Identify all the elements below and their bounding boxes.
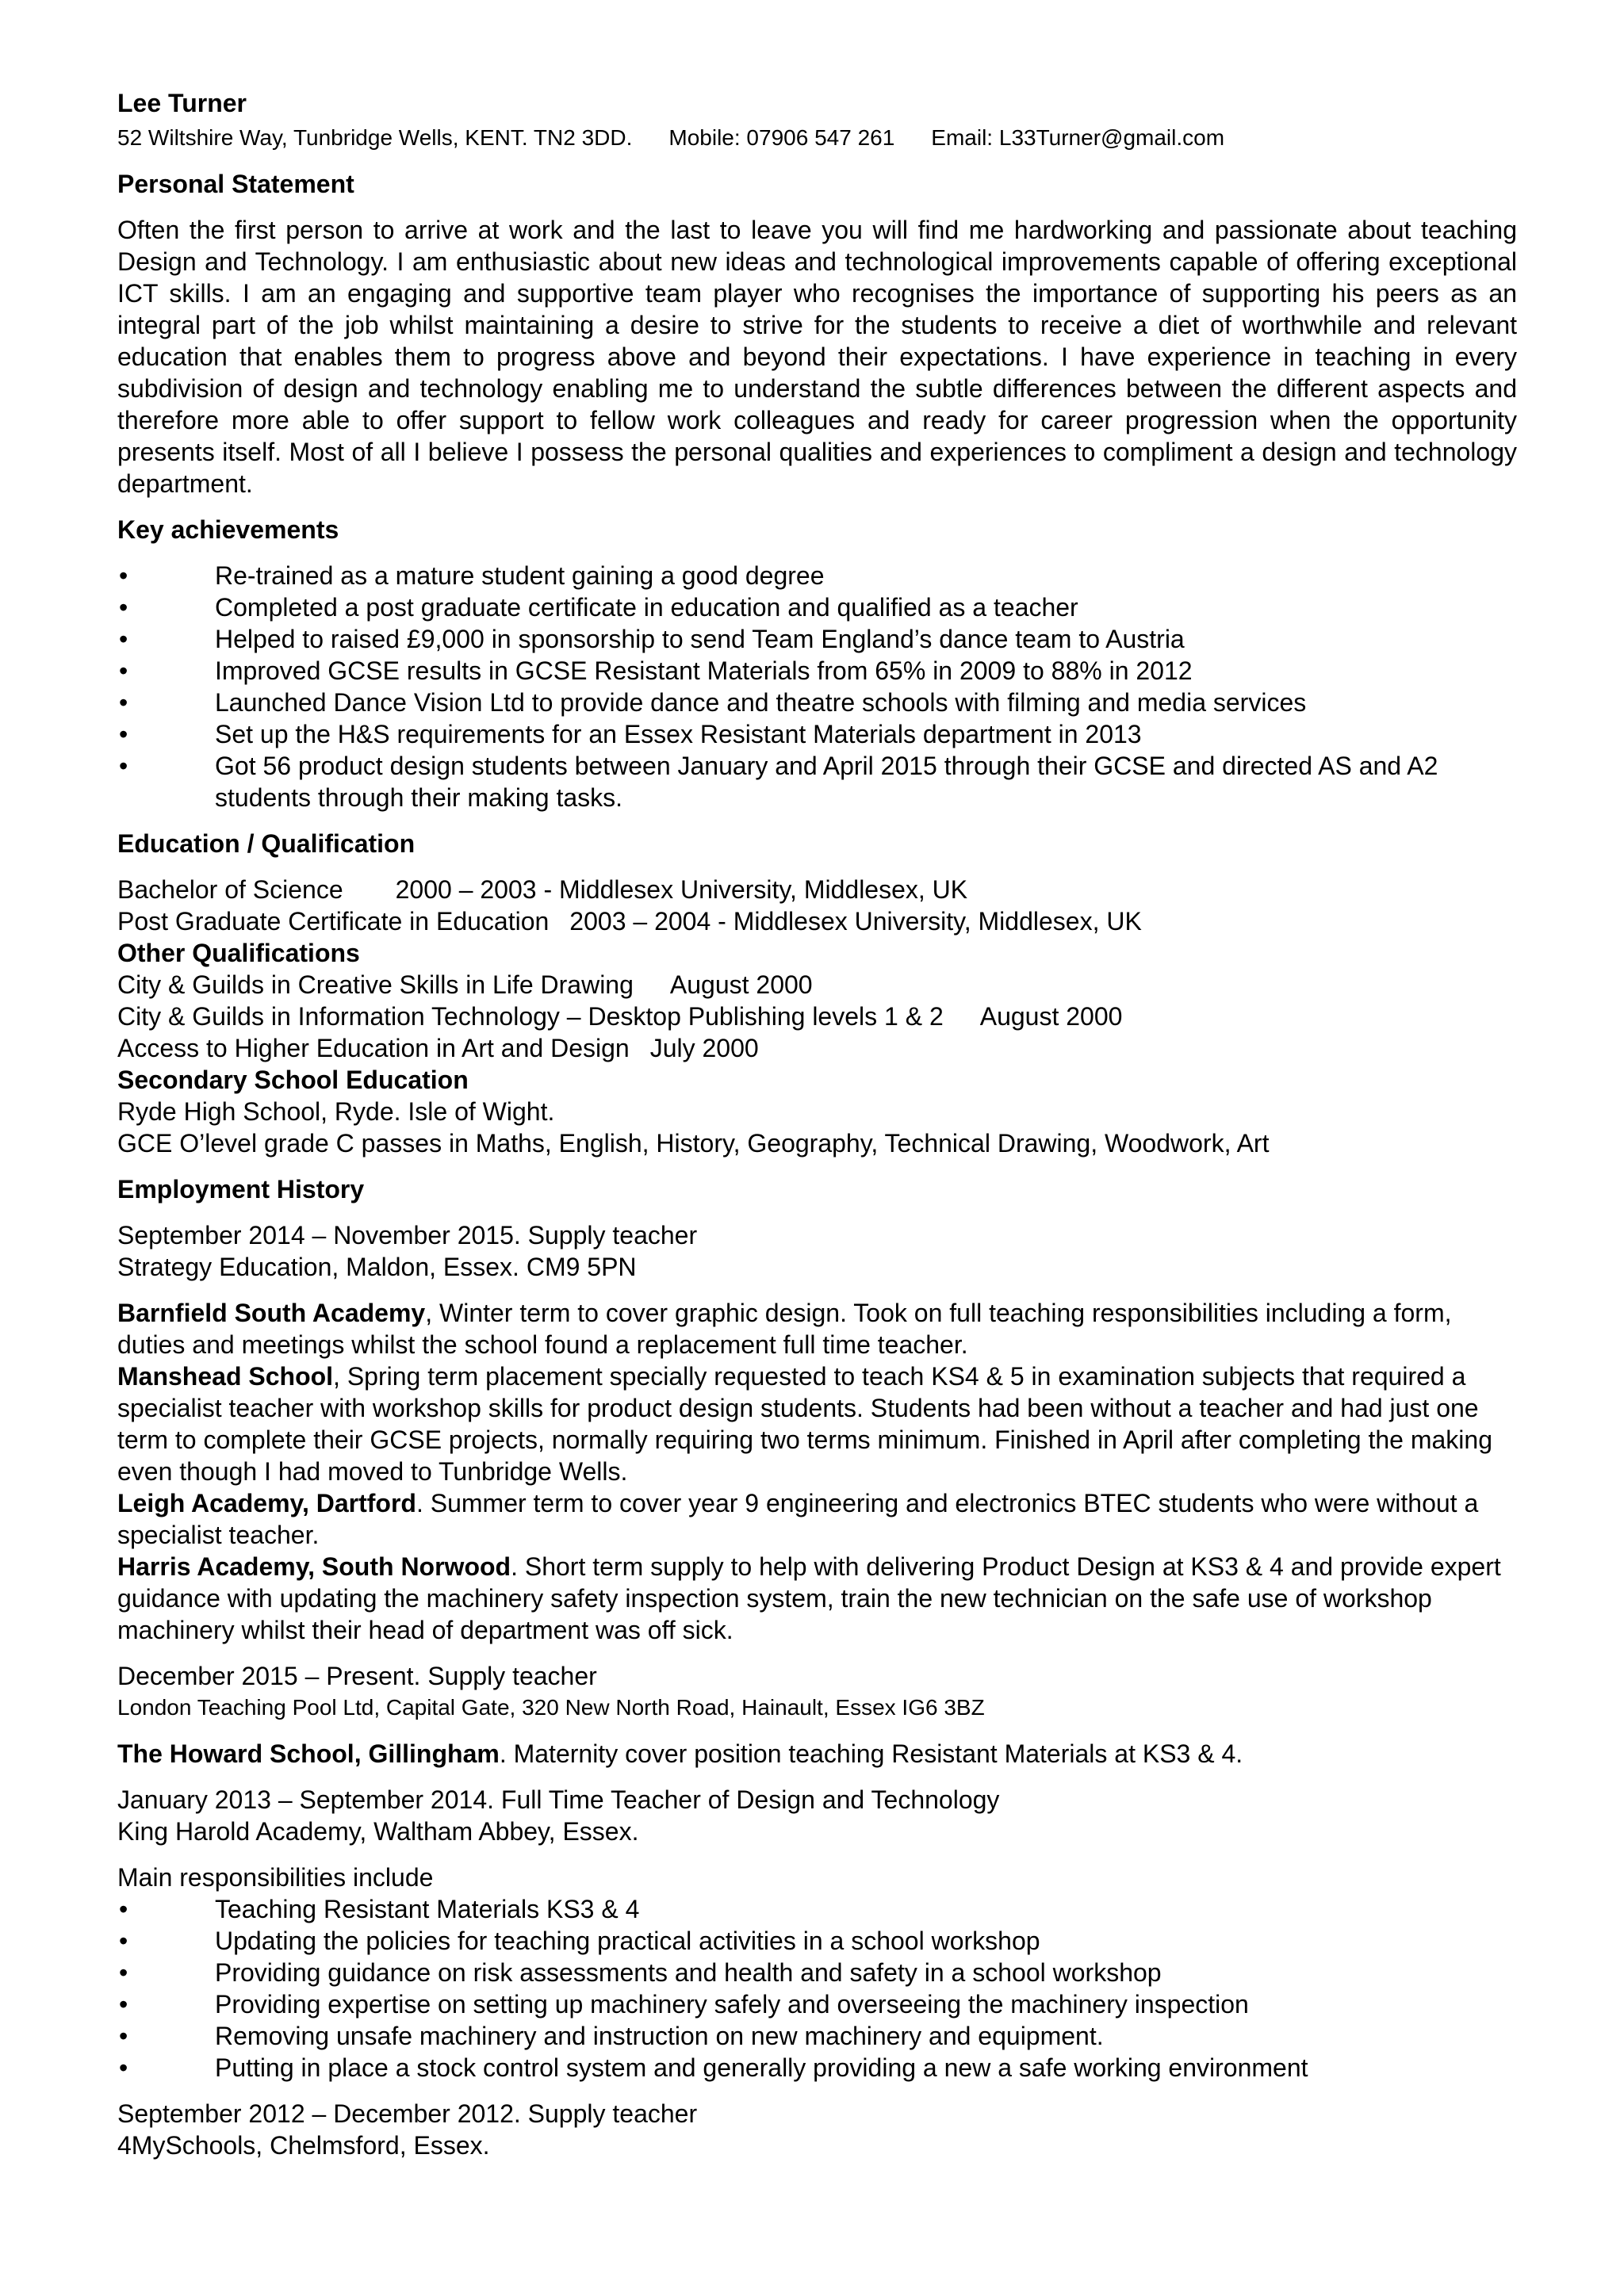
placement: The Howard School, Gillingham. Maternity cover position teaching Resistant Materials at KS3 & 4. <box>117 1739 1243 1768</box>
placement-school: Manshead School <box>117 1362 334 1391</box>
bullet-icon: • <box>119 1895 128 1923</box>
candidate-name: Lee Turner <box>117 89 247 117</box>
job-period: September 2012 – December 2012. Supply teacher <box>117 2099 698 2128</box>
contact-line <box>117 122 1517 154</box>
education-heading: Education / Qualification <box>117 829 416 858</box>
cv-document <box>117 87 1517 2161</box>
bullet-icon: • <box>119 688 128 717</box>
degree-line: Post Graduate Certificate in Education 2003 – 2004 - Middlesex University, Middlesex, UK <box>117 907 1142 936</box>
mobile-number: Mobile: 07906 547 261 <box>668 125 895 150</box>
bullet-icon: • <box>119 1927 128 1955</box>
responsibilities-list <box>117 1893 1517 2084</box>
secondary-education-heading: Secondary School Education <box>117 1066 469 1094</box>
job-employer: Strategy Education, Maldon, Essex. CM9 5PN <box>117 1253 637 1281</box>
list-item: • Re-trained as a mature student gaining a good degree <box>119 561 825 590</box>
bullet-icon: • <box>119 1990 128 2019</box>
personal-statement-heading: Personal Statement <box>117 170 354 198</box>
email-address: Email: L33Turner@gmail.com <box>931 125 1225 150</box>
list-item: • Launched Dance Vision Ltd to provide dance and theatre schools with filming and media services <box>119 688 1307 717</box>
placement-school: Harris Academy, South Norwood <box>117 1552 511 1581</box>
key-achievements-heading: Key achievements <box>117 515 339 544</box>
list-item: • Got 56 product design students between January and April 2015 through their GCSE and directed AS and A2 students through their making tasks. <box>119 752 1438 812</box>
responsibilities-intro: Main responsibilities include <box>117 1863 434 1892</box>
other-qualifications-heading: Other Qualifications <box>117 939 360 967</box>
bullet-icon: • <box>119 1958 128 1987</box>
bullet-icon: • <box>119 720 128 748</box>
bullet-icon: • <box>119 656 128 685</box>
list-item: • Providing guidance on risk assessments and health and safety in a school workshop <box>119 1958 1162 1987</box>
placement: Harris Academy, South Norwood. Short term supply to help with delivering Product Design at KS3 & 4 and provide expert guidance with updating the machinery safety inspection system, train the new technician on the safe use of workshop machinery whilst their head of department was off sick. <box>117 1552 1501 1644</box>
employment-heading: Employment History <box>117 1175 365 1203</box>
job-employer: London Teaching Pool Ltd, Capital Gate, 320 New North Road, Hainault, Essex IG6 3BZ <box>117 1695 985 1720</box>
personal-statement-text: Often the first person to arrive at work and the last to leave you will find me hardworking and passionate about teaching Design and Technology. I am enthusiastic about new ideas and technological improvements capable of offering exceptional ICT skills. I am an engaging and supportive team player who recognises the importance of supporting his peers as an integral part of the job whilst maintaining a desire to strive for the students to receive a diet of worthwhile and relevant education that enables them to progress above and beyond their expectations. I have experience in teaching in every subdivision of design and technology enabling me to understand the subtle differences between the different aspects and therefore more able to offer support to fellow work colleagues and ready for career progression when the opportunity presents itself. Most of all I believe I possess the personal qualities and experiences to compliment a design and technology department. <box>117 216 1517 498</box>
job-employer: King Harold Academy, Waltham Abbey, Essex. <box>117 1817 639 1846</box>
placement: Manshead School, Spring term placement specially requested to teach KS4 & 5 in examination subjects that required a specialist teacher with workshop skills for product design students. Students had been without a teacher and had just one term to complete their GCSE projects, normally requiring two terms minimum. Finished in April after completing the making even though I had moved to Tunbridge Wells. <box>117 1362 1492 1486</box>
job-period: January 2013 – September 2014. Full Time Teacher of Design and Technology <box>117 1785 1000 1814</box>
degree-line: Bachelor of Science 2000 – 2003 - Middlesex University, Middlesex, UK <box>117 875 968 904</box>
list-item: • Putting in place a stock control system and generally providing a new a safe working environment <box>119 2053 1308 2082</box>
list-item: • Helped to raised £9,000 in sponsorship to send Team England’s dance team to Austria <box>119 625 1185 653</box>
list-item: • Set up the H&S requirements for an Essex Resistant Materials department in 2013 <box>119 720 1142 748</box>
bullet-icon: • <box>119 561 128 590</box>
list-item: • Improved GCSE results in GCSE Resistant Materials from 65% in 2009 to 88% in 2012 <box>119 656 1193 685</box>
list-item: • Completed a post graduate certificate in education and qualified as a teacher <box>119 593 1078 622</box>
secondary-passes: GCE O’level grade C passes in Maths, English, History, Geography, Technical Drawing, Woodwork, Art <box>117 1129 1270 1158</box>
bullet-icon: • <box>119 625 128 653</box>
job-period: September 2014 – November 2015. Supply teacher <box>117 1221 698 1249</box>
qualification-line: Access to Higher Education in Art and Design July 2000 <box>117 1034 759 1062</box>
list-item: • Updating the policies for teaching practical activities in a school workshop <box>119 1927 1040 1955</box>
secondary-school: Ryde High School, Ryde. Isle of Wight. <box>117 1097 555 1126</box>
bullet-icon: • <box>119 2053 128 2082</box>
list-item: • Providing expertise on setting up machinery safely and overseeing the machinery inspection <box>119 1990 1249 2019</box>
placement: Barnfield South Academy, Winter term to cover graphic design. Took on full teaching responsibilities including a form, duties and meetings whilst the school found a replacement full time teacher. <box>117 1299 1452 1359</box>
job-period: December 2015 – Present. Supply teacher <box>117 1662 597 1690</box>
list-item: • Removing unsafe machinery and instruction on new machinery and equipment. <box>119 2022 1104 2050</box>
bullet-icon: • <box>119 593 128 622</box>
qualification-line: City & Guilds in Creative Skills in Life Drawing August 2000 <box>117 970 813 999</box>
bullet-icon: • <box>119 752 128 780</box>
placement-school: Barnfield South Academy <box>117 1299 426 1327</box>
address: 52 Wiltshire Way, Tunbridge Wells, KENT. TN2 3DD. <box>117 125 633 150</box>
placement-school: The Howard School, Gillingham <box>117 1739 500 1768</box>
list-item: • Teaching Resistant Materials KS3 & 4 <box>119 1895 640 1923</box>
placement-school: Leigh Academy, Dartford <box>117 1489 416 1517</box>
bullet-icon: • <box>119 2022 128 2050</box>
placement: Leigh Academy, Dartford. Summer term to cover year 9 engineering and electronics BTEC students who were without a specialist teacher. <box>117 1489 1479 1549</box>
qualification-line: City & Guilds in Information Technology – Desktop Publishing levels 1 & 2 August 2000 <box>117 1002 1123 1031</box>
job-employer: 4MySchools, Chelmsford, Essex. <box>117 2131 490 2160</box>
achievements-list <box>117 560 1517 813</box>
